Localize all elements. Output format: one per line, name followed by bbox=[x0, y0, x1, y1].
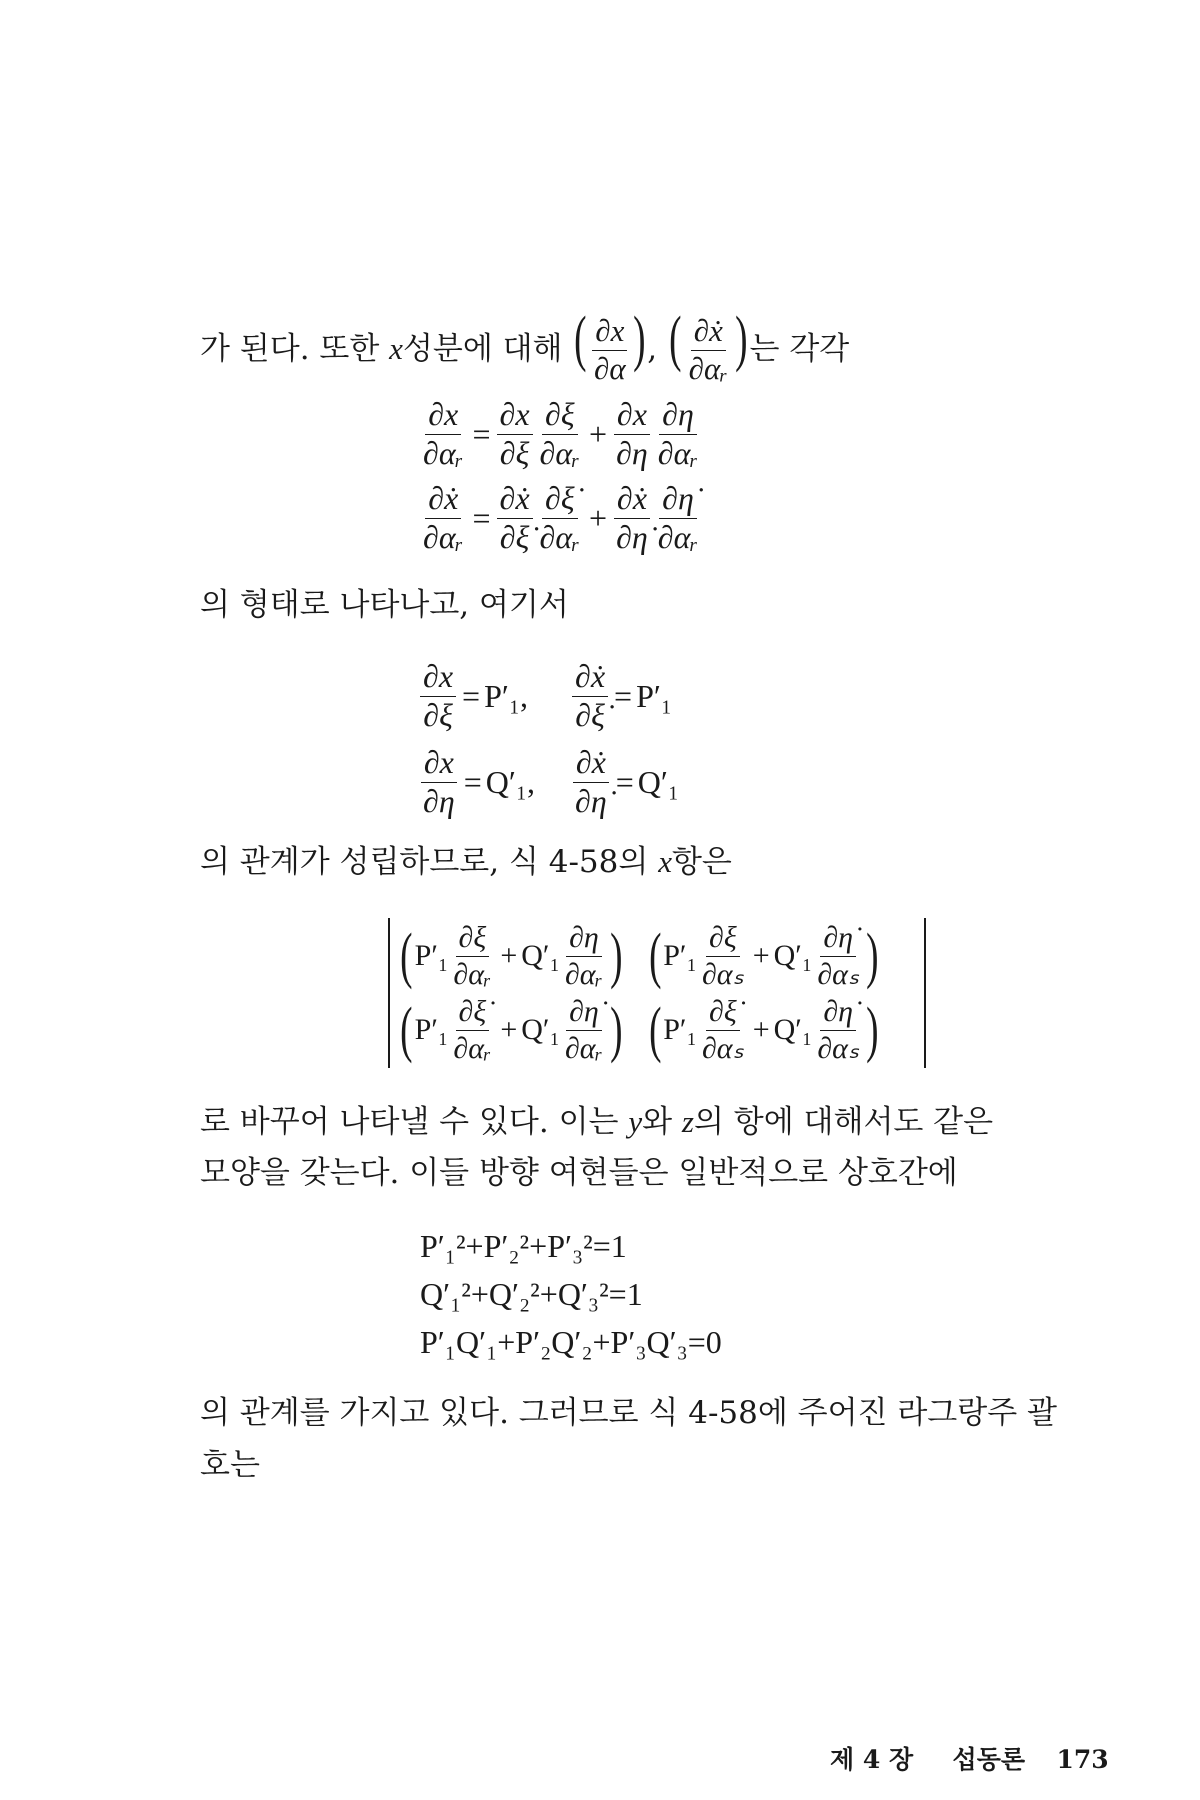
frac-den: ∂η bbox=[616, 434, 648, 471]
frac-num: ∂ẋ bbox=[572, 660, 608, 697]
text: 는 각각 bbox=[749, 331, 850, 367]
relation-1a: $\frac{\partial x}{\partial\xi}$ = P′₁, bbox=[418, 660, 528, 732]
frac-den: ∂ξ̇ bbox=[499, 518, 530, 555]
paragraph-5-line-1: 의 관계를 가지고 있다. 그러므로 식 4-58에 주어진 라그랑주 괄 bbox=[200, 1395, 1057, 1431]
paragraph-5-line-2: 호는 bbox=[200, 1447, 260, 1483]
comma: , bbox=[647, 331, 658, 367]
text: 의 관계가 성립하므로, 식 4-58의 bbox=[200, 844, 659, 880]
relation-2b: $\frac{\text{∂ẋ}}{\partial\etȧ}$ = Q′₁ bbox=[570, 746, 679, 818]
frac-den: ∂αᵣ bbox=[564, 1031, 603, 1065]
coef-p: P′₁ bbox=[414, 1013, 449, 1046]
rhs: Q′₁, bbox=[485, 763, 535, 800]
frac-num: ∂x bbox=[614, 398, 650, 435]
frac-num: ∂η bbox=[566, 922, 602, 957]
frac-num: ∂ξ̇ bbox=[456, 996, 490, 1031]
var-x: x bbox=[389, 331, 403, 366]
frac-den: ∂ξ̇ bbox=[575, 696, 605, 733]
frac-den: ∂αᵣ bbox=[688, 351, 728, 386]
frac-den: ∂αᵣ bbox=[423, 518, 464, 555]
chapter-label: 제 4 장 bbox=[830, 1745, 914, 1774]
frac-den: ∂αᵣ bbox=[453, 1031, 492, 1065]
frac-num: ∂x bbox=[420, 660, 456, 697]
text: 와 bbox=[642, 1104, 682, 1140]
frac-den: ∂αᵣ bbox=[423, 434, 464, 471]
frac-den: ∂αᵣ bbox=[657, 434, 699, 471]
page-number: 173 bbox=[1056, 1745, 1109, 1774]
orthonormal-eq-2: Q′₁²+Q′₂²+Q′₃²=1 bbox=[420, 1276, 643, 1312]
paragraph-2: 의 형태로 나타나고, 여기서 bbox=[200, 587, 569, 623]
frac-num: ∂η bbox=[659, 398, 697, 435]
frac-num: ∂η̇ bbox=[820, 922, 856, 957]
frac-den: ∂η̇ bbox=[575, 782, 607, 819]
orthonormal-eq-3: P′₁Q′₁+P′₂Q′₂+P′₃Q′₃=0 bbox=[420, 1324, 722, 1360]
frac-num: ∂ẋ bbox=[573, 746, 609, 783]
var-y: y bbox=[628, 1104, 643, 1139]
paragraph-4-line-1 bbox=[200, 1106, 993, 1138]
rhs: Q′₁ bbox=[637, 763, 679, 800]
chapter-title: 섭동론 bbox=[952, 1745, 1025, 1774]
frac-num: ∂x bbox=[425, 398, 461, 435]
rhs: P′₁ bbox=[636, 677, 673, 714]
frac-num: ∂ξ bbox=[542, 398, 578, 435]
paragraph-1: 가 된다. 또한 x성분에 대해 ( $\frac{\partial x}{\partial\alpha}$ ), ( $\frac{\text{∂ẋ}}{\text{∂αᵣ}}$ )는 각각 bbox=[200, 305, 850, 386]
frac-den: ∂αᵣ bbox=[453, 957, 492, 991]
text: 의 항에 대해서도 같은 bbox=[694, 1104, 994, 1140]
text: 항은 bbox=[671, 844, 732, 880]
frac-den: ∂α bbox=[594, 351, 626, 386]
coef-q: Q′₁ bbox=[773, 939, 813, 972]
frac-num: ∂ẋ bbox=[497, 482, 533, 519]
frac-den: ∂η bbox=[423, 782, 455, 819]
frac-num: ∂x bbox=[421, 746, 457, 783]
coef-p: P′₁ bbox=[414, 939, 449, 972]
equation-chain-2: $\frac{\text{∂ẋ}}{\text{∂αᵣ}}$ = $\frac{\text{∂ẋ}}{\partial\xi̇}$ $\frac{\partial\xi̇}{\text{∂αᵣ}}$ + $\frac{\text{∂ẋ}}{\partial\etȧ}$ $\frac{\partial\etȧ}{\text{∂αᵣ}}$ bbox=[418, 482, 703, 554]
coef-q: Q′₁ bbox=[773, 1013, 813, 1046]
frac-num: ∂ẋ bbox=[691, 315, 726, 351]
det-row-2: ( P′₁ $\frac{\partial\xi̇}{\text{∂αᵣ}}$ + Q′₁ $\frac{\partial\etȧ}{\text{∂αᵣ}}$ ) ( P′₁ $\frac{\partial\xi̇}{\text{∂αₛ}}$ + Q′₁ $\frac{\partial\etȧ}{\text{∂αₛ}}$ ) bbox=[400, 995, 879, 1065]
coef-p: P′₁ bbox=[663, 1013, 697, 1046]
equation-chain-1: $\frac{\partial x}{\text{∂αᵣ}}$ = $\frac{\partial x}{\partial\xi}$ $\frac{\partial\xi}{\text{∂αᵣ}}$ + $\frac{\partial x}{\partial\eta}$ $\frac{\partial\eta}{\text{∂αᵣ}}$ bbox=[418, 398, 703, 470]
frac-num: ∂ξ bbox=[456, 922, 490, 957]
frac-den: ∂αₛ bbox=[817, 1031, 860, 1065]
frac-den: ∂αᵣ bbox=[539, 518, 581, 555]
frac-num: ∂η̇ bbox=[659, 482, 697, 519]
frac-num: ∂x bbox=[497, 398, 533, 435]
coef-q: Q′₁ bbox=[521, 939, 560, 972]
frac-den: ∂αₛ bbox=[701, 1031, 744, 1065]
orthonormal-eq-1: P′₁²+P′₂²+P′₃²=1 bbox=[420, 1228, 627, 1264]
var-z: z bbox=[681, 1104, 694, 1139]
frac-num: ∂ξ̇ bbox=[542, 482, 578, 519]
frac-num: ∂η̇ bbox=[820, 996, 856, 1031]
frac-den: ∂αᵣ bbox=[539, 434, 581, 471]
frac-den: ∂ξ bbox=[499, 434, 530, 471]
frac-num: ∂η̇ bbox=[566, 996, 602, 1031]
frac-den: ∂ξ bbox=[423, 696, 453, 733]
page-footer bbox=[830, 1740, 1109, 1776]
frac-num: ∂ξ̇ bbox=[706, 996, 740, 1031]
var-x: x bbox=[658, 844, 672, 879]
text: 성분에 대해 bbox=[402, 331, 563, 367]
paragraph-4-line-2: 모양을 갖는다. 이들 방향 여현들은 일반적으로 상호간에 bbox=[200, 1155, 958, 1191]
text: 가 된다. 또한 bbox=[200, 331, 390, 367]
rhs: P′₁, bbox=[484, 677, 529, 714]
det-row-1: ( P′₁ $\frac{\partial\xi}{\text{∂αᵣ}}$ + Q′₁ $\frac{\partial\eta}{\text{∂αᵣ}}$ ) ( P′₁ $\frac{\partial\xi}{\text{∂αₛ}}$ + Q′₁ $\frac{\partial\etȧ}{\text{∂αₛ}}$ ) bbox=[400, 921, 879, 991]
frac-num: ∂ξ bbox=[706, 922, 740, 957]
frac-den: ∂η̇ bbox=[616, 518, 648, 555]
paragraph-3 bbox=[200, 846, 732, 878]
frac-num: ∂x bbox=[592, 315, 627, 351]
frac-num: ∂ẋ bbox=[425, 482, 461, 519]
frac-den: ∂αₛ bbox=[701, 957, 744, 991]
frac-num: ∂ẋ bbox=[614, 482, 650, 519]
frac-den: ∂αᵣ bbox=[564, 957, 603, 991]
text: 로 바꾸어 나타낼 수 있다. 이는 bbox=[200, 1104, 629, 1140]
coef-q: Q′₁ bbox=[521, 1013, 560, 1046]
frac-den: ∂αᵣ bbox=[657, 518, 699, 555]
frac-den: ∂αₛ bbox=[817, 957, 860, 991]
relation-2a: $\frac{\partial x}{\partial\eta}$ = Q′₁, bbox=[418, 746, 535, 818]
relation-1b: $\frac{\text{∂ẋ}}{\partial\xi̇}$ = P′₁ bbox=[570, 660, 672, 732]
coef-p: P′₁ bbox=[663, 939, 697, 972]
